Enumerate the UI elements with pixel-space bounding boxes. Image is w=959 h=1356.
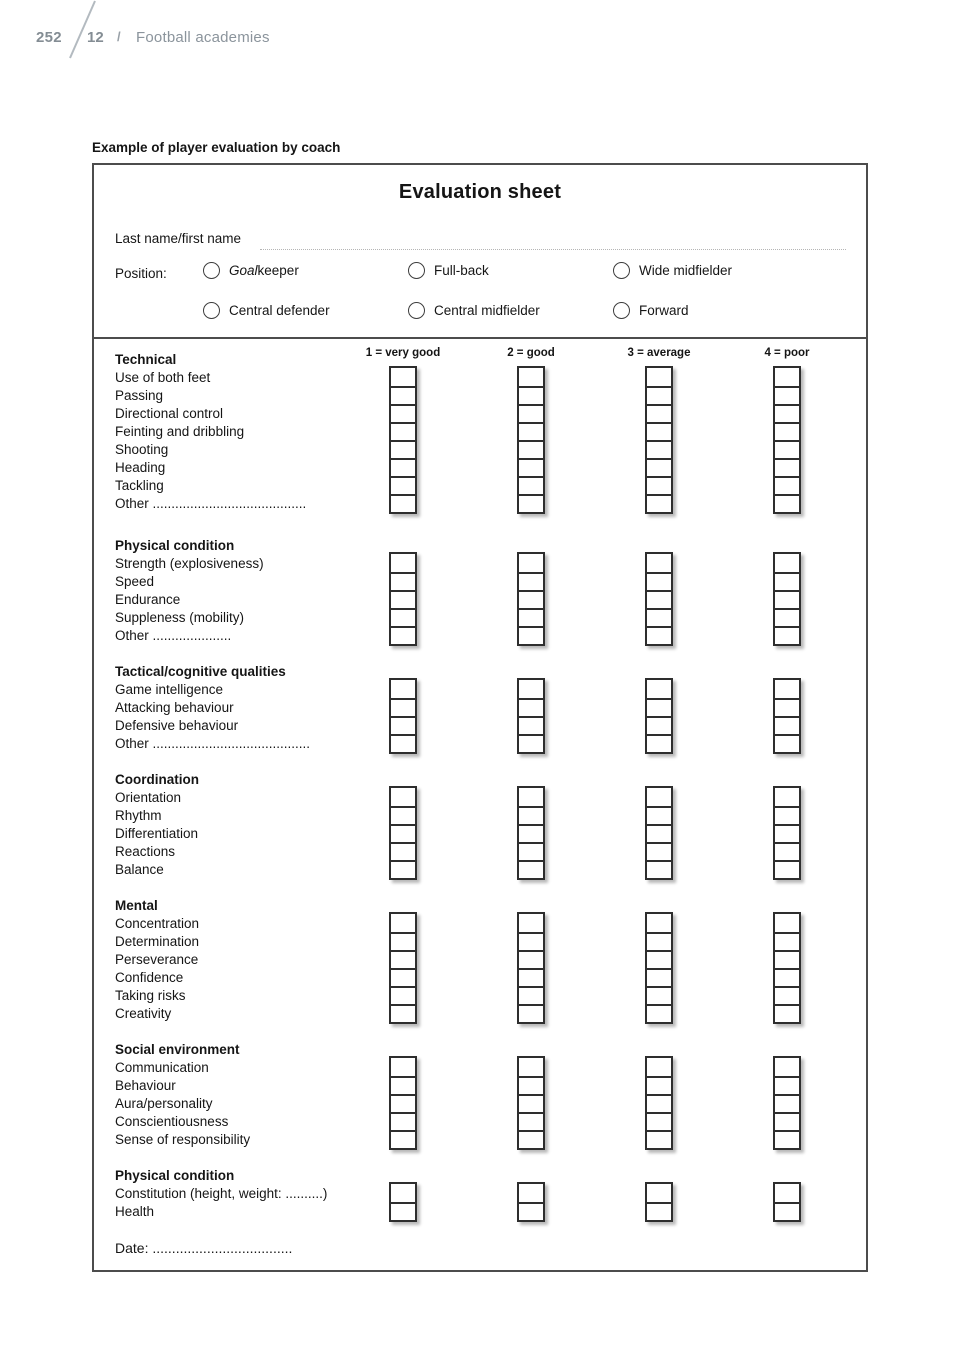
rating-checkbox-column [645, 1182, 673, 1222]
checkbox-cell[interactable] [519, 422, 543, 440]
criterion-label: Confidence [115, 970, 184, 985]
checkbox-cell[interactable] [775, 608, 799, 626]
checkbox-cell[interactable] [391, 554, 415, 572]
criterion-label: Speed [115, 574, 155, 589]
checkbox-cell[interactable] [391, 806, 415, 824]
criterion-label: Passing [115, 388, 164, 403]
checkbox-cell[interactable] [519, 1094, 543, 1112]
checkbox-cell[interactable] [647, 458, 671, 476]
section-title: Coordination [115, 772, 199, 787]
checkbox-cell[interactable] [775, 914, 799, 932]
radio-button-icon[interactable] [408, 262, 425, 279]
checkbox-cell[interactable] [775, 626, 799, 644]
checkbox-cell[interactable] [519, 824, 543, 842]
criterion-label: Attacking behaviour [115, 700, 234, 715]
checkbox-cell[interactable] [775, 422, 799, 440]
checkbox-cell[interactable] [647, 680, 671, 698]
checkbox-cell[interactable] [775, 572, 799, 590]
checkbox-cell[interactable] [775, 932, 799, 950]
checkbox-cell[interactable] [647, 806, 671, 824]
rating-scale-header: 2 = good [507, 347, 555, 359]
rating-checkbox-column [517, 678, 545, 754]
checkbox-cell[interactable] [647, 572, 671, 590]
checkbox-cell[interactable] [519, 1076, 543, 1094]
rating-checkbox-column [389, 552, 417, 646]
checkbox-cell[interactable] [775, 698, 799, 716]
checkbox-cell[interactable] [647, 932, 671, 950]
checkbox-cell[interactable] [647, 626, 671, 644]
checkbox-cell[interactable] [647, 404, 671, 422]
checkbox-cell[interactable] [647, 716, 671, 734]
criterion-label: Shooting [115, 442, 169, 457]
checkbox-cell[interactable] [519, 440, 543, 458]
checkbox-cell[interactable] [391, 1130, 415, 1148]
name-label: Last name/first name [115, 231, 242, 246]
checkbox-cell[interactable] [775, 1112, 799, 1130]
checkbox-cell[interactable] [647, 590, 671, 608]
section-title: Technical [115, 352, 177, 367]
checkbox-cell[interactable] [775, 1004, 799, 1022]
checkbox-cell[interactable] [391, 914, 415, 932]
checkbox-cell[interactable] [647, 968, 671, 986]
rating-checkbox-column [773, 912, 801, 1024]
checkbox-cell[interactable] [775, 950, 799, 968]
evaluation-section [94, 663, 866, 753]
criterion-label: Aura/personality [115, 1096, 213, 1111]
checkbox-cell[interactable] [391, 1094, 415, 1112]
checkbox-cell[interactable] [391, 1004, 415, 1022]
checkbox-cell[interactable] [775, 476, 799, 494]
checkbox-cell[interactable] [775, 554, 799, 572]
checkbox-cell[interactable] [391, 1184, 415, 1202]
checkbox-cell[interactable] [647, 788, 671, 806]
checkbox-cell[interactable] [775, 986, 799, 1004]
checkbox-cell[interactable] [647, 734, 671, 752]
position-option [613, 262, 732, 279]
criterion-label: Rhythm [115, 808, 162, 823]
checkbox-cell[interactable] [775, 680, 799, 698]
checkbox-cell[interactable] [391, 824, 415, 842]
checkbox-cell[interactable] [775, 824, 799, 842]
checkbox-cell[interactable] [519, 572, 543, 590]
checkbox-cell[interactable] [775, 1130, 799, 1148]
rating-checkbox-column [517, 1182, 545, 1222]
criterion-label: Determination [115, 934, 200, 949]
checkbox-cell[interactable] [391, 932, 415, 950]
checkbox-cell[interactable] [519, 1004, 543, 1022]
checkbox-cell[interactable] [391, 1112, 415, 1130]
checkbox-cell[interactable] [775, 1094, 799, 1112]
criterion-label: Defensive behaviour [115, 718, 239, 733]
rating-checkbox-column [645, 912, 673, 1024]
checkbox-cell[interactable] [391, 968, 415, 986]
checkbox-cell[interactable] [391, 422, 415, 440]
rating-checkbox-column [773, 786, 801, 880]
checkbox-cell[interactable] [647, 950, 671, 968]
rating-checkbox-column [645, 552, 673, 646]
rating-checkbox-column [389, 1056, 417, 1150]
checkbox-cell[interactable] [775, 590, 799, 608]
checkbox-cell[interactable] [775, 1058, 799, 1076]
checkbox-cell[interactable] [519, 476, 543, 494]
criterion-label: Communication [115, 1060, 209, 1075]
date-row [94, 1240, 866, 1256]
criterion-label: Behaviour [115, 1078, 176, 1093]
checkbox-cell[interactable] [391, 680, 415, 698]
page-number: 252 [36, 29, 62, 46]
radio-button-icon[interactable] [408, 302, 425, 319]
criterion-label: Conscientiousness [115, 1114, 229, 1129]
checkbox-cell[interactable] [519, 716, 543, 734]
checkbox-cell[interactable] [519, 1202, 543, 1220]
rating-checkbox-column [645, 678, 673, 754]
checkbox-cell[interactable] [775, 494, 799, 512]
slash-separator: / [117, 29, 121, 44]
checkbox-cell[interactable] [647, 1094, 671, 1112]
caption: Example of player evaluation by coach [92, 140, 341, 155]
checkbox-cell[interactable] [775, 1202, 799, 1220]
checkbox-cell[interactable] [391, 476, 415, 494]
criterion-label: Differentiation [115, 826, 199, 841]
checkbox-cell[interactable] [519, 986, 543, 1004]
section-title: Physical condition [115, 538, 235, 553]
chapter-number: 12 [87, 29, 104, 46]
rating-checkbox-column [389, 366, 417, 514]
checkbox-cell[interactable] [519, 680, 543, 698]
chapter-title: Football academies [136, 29, 270, 46]
checkbox-cell[interactable] [391, 386, 415, 404]
position-option [408, 302, 540, 319]
criterion-label: Use of both feet [115, 370, 211, 385]
checkbox-cell[interactable] [391, 860, 415, 878]
checkbox-cell[interactable] [647, 440, 671, 458]
checkbox-cell[interactable] [391, 368, 415, 386]
checkbox-cell[interactable] [519, 494, 543, 512]
checkbox-cell[interactable] [391, 788, 415, 806]
checkbox-cell[interactable] [391, 734, 415, 752]
position-option-label: Goalkeeper [229, 263, 299, 278]
checkbox-cell[interactable] [391, 842, 415, 860]
section-title: Mental [115, 898, 158, 913]
criterion-label: Endurance [115, 592, 181, 607]
radio-button-icon[interactable] [203, 302, 220, 319]
rating-checkbox-column [389, 1182, 417, 1222]
position-option [408, 262, 489, 279]
checkbox-cell[interactable] [647, 698, 671, 716]
checkbox-cell[interactable] [519, 788, 543, 806]
checkbox-cell[interactable] [775, 842, 799, 860]
checkbox-cell[interactable] [391, 1202, 415, 1220]
criterion-label: Creativity [115, 1006, 172, 1021]
checkbox-cell[interactable] [775, 368, 799, 386]
checkbox-cell[interactable] [647, 476, 671, 494]
checkbox-cell[interactable] [775, 734, 799, 752]
checkbox-cell[interactable] [647, 368, 671, 386]
rating-checkbox-column [389, 678, 417, 754]
criterion-label: Directional control [115, 406, 224, 421]
checkbox-cell[interactable] [391, 494, 415, 512]
checkbox-cell[interactable] [519, 1112, 543, 1130]
criterion-label: Other ......................................... [115, 496, 307, 511]
checkbox-cell[interactable] [647, 1184, 671, 1202]
checkbox-cell[interactable] [391, 950, 415, 968]
checkbox-cell[interactable] [647, 914, 671, 932]
rating-checkbox-column [389, 786, 417, 880]
evaluation-section [94, 771, 866, 879]
rating-scale-header: 3 = average [627, 347, 691, 359]
radio-button-icon[interactable] [613, 302, 630, 319]
radio-button-icon[interactable] [203, 262, 220, 279]
checkbox-cell[interactable] [519, 458, 543, 476]
checkbox-cell[interactable] [647, 554, 671, 572]
checkbox-cell[interactable] [775, 1076, 799, 1094]
form-title: Evaluation sheet [398, 181, 562, 203]
checkbox-cell[interactable] [391, 404, 415, 422]
criterion-label: Other ..................... [115, 628, 232, 643]
checkbox-cell[interactable] [519, 860, 543, 878]
checkbox-cell[interactable] [391, 986, 415, 1004]
checkbox-cell[interactable] [647, 1004, 671, 1022]
evaluation-section [94, 1167, 866, 1221]
rating-checkbox-column [773, 366, 801, 514]
position-option-label: Central midfielder [434, 303, 540, 318]
checkbox-cell[interactable] [519, 806, 543, 824]
checkbox-cell[interactable] [775, 716, 799, 734]
checkbox-cell[interactable] [391, 626, 415, 644]
evaluation-section [94, 537, 866, 645]
checkbox-cell[interactable] [775, 458, 799, 476]
rating-checkbox-column [773, 1056, 801, 1150]
criterion-label: Suppleness (mobility) [115, 610, 245, 625]
position-option [203, 302, 330, 319]
checkbox-cell[interactable] [391, 572, 415, 590]
evaluation-section [94, 1041, 866, 1149]
criterion-label: Taking risks [115, 988, 186, 1003]
checkbox-cell[interactable] [647, 1202, 671, 1220]
checkbox-cell[interactable] [391, 1058, 415, 1076]
name-fill-line[interactable] [260, 227, 846, 250]
checkbox-cell[interactable] [647, 1058, 671, 1076]
rating-checkbox-column [773, 552, 801, 646]
section-title: Tactical/cognitive qualities [115, 664, 286, 679]
checkbox-cell[interactable] [519, 608, 543, 626]
rating-checkbox-column [517, 366, 545, 514]
checkbox-cell[interactable] [647, 1112, 671, 1130]
checkbox-cell[interactable] [519, 842, 543, 860]
rating-checkbox-column [517, 786, 545, 880]
criterion-label: Reactions [115, 844, 176, 859]
checkbox-cell[interactable] [775, 968, 799, 986]
criterion-label: Strength (explosiveness) [115, 556, 264, 571]
checkbox-cell[interactable] [647, 1130, 671, 1148]
checkbox-cell[interactable] [519, 626, 543, 644]
checkbox-cell[interactable] [647, 608, 671, 626]
checkbox-cell[interactable] [647, 986, 671, 1004]
checkbox-cell[interactable] [647, 1076, 671, 1094]
position-option-label: Forward [639, 303, 689, 318]
criterion-label: Heading [115, 460, 166, 475]
section-title: Social environment [115, 1042, 240, 1057]
checkbox-cell[interactable] [391, 590, 415, 608]
checkbox-cell[interactable] [519, 914, 543, 932]
rating-checkbox-column [645, 1056, 673, 1150]
radio-button-icon[interactable] [613, 262, 630, 279]
rating-checkbox-column [645, 366, 673, 514]
checkbox-cell[interactable] [775, 806, 799, 824]
criterion-label: Other .......................................... [115, 736, 311, 751]
rating-checkbox-column [517, 912, 545, 1024]
checkbox-cell[interactable] [391, 698, 415, 716]
checkbox-cell[interactable] [519, 698, 543, 716]
position-option [203, 262, 299, 279]
checkbox-cell[interactable] [775, 404, 799, 422]
checkbox-cell[interactable] [391, 716, 415, 734]
criterion-label: Tackling [115, 478, 164, 493]
checkbox-cell[interactable] [391, 1076, 415, 1094]
date-fill-line[interactable]: .................................... [152, 1240, 293, 1256]
rating-checkbox-column [645, 786, 673, 880]
position-option-label: Central defender [229, 303, 330, 318]
criterion-label: Health [115, 1204, 155, 1219]
checkbox-cell[interactable] [775, 860, 799, 878]
checkbox-cell[interactable] [391, 608, 415, 626]
section-divider [92, 337, 868, 339]
checkbox-cell[interactable] [519, 368, 543, 386]
checkbox-cell[interactable] [391, 440, 415, 458]
position-label: Position: [115, 266, 167, 281]
checkbox-cell[interactable] [775, 1184, 799, 1202]
checkbox-cell[interactable] [519, 590, 543, 608]
rating-checkbox-column [517, 552, 545, 646]
date-label: Date: [115, 1240, 149, 1256]
criterion-label: Balance [115, 862, 164, 877]
checkbox-cell[interactable] [647, 422, 671, 440]
criterion-label: Orientation [115, 790, 182, 805]
checkbox-cell[interactable] [647, 494, 671, 512]
evaluation-form [92, 163, 868, 1272]
rating-checkbox-column [389, 912, 417, 1024]
checkbox-cell[interactable] [519, 1184, 543, 1202]
rating-scale-header: 4 = poor [764, 347, 810, 359]
checkbox-cell[interactable] [519, 932, 543, 950]
rating-scale-header: 1 = very good [365, 347, 441, 359]
checkbox-cell[interactable] [647, 842, 671, 860]
checkbox-cell[interactable] [775, 788, 799, 806]
checkbox-cell[interactable] [519, 386, 543, 404]
checkbox-cell[interactable] [519, 968, 543, 986]
criterion-label: Feinting and dribbling [115, 424, 245, 439]
checkbox-cell[interactable] [775, 386, 799, 404]
checkbox-cell[interactable] [647, 860, 671, 878]
criterion-label: Sense of responsibility [115, 1132, 251, 1147]
checkbox-cell[interactable] [519, 1058, 543, 1076]
checkbox-cell[interactable] [647, 824, 671, 842]
evaluation-section [94, 897, 866, 1023]
criterion-label: Constitution (height, weight: ..........) [115, 1186, 328, 1201]
section-title: Physical condition [115, 1168, 235, 1183]
criterion-label: Concentration [115, 916, 200, 931]
checkbox-cell[interactable] [519, 554, 543, 572]
checkbox-cell[interactable] [519, 404, 543, 422]
criterion-label: Game intelligence [115, 682, 224, 697]
criterion-label: Perseverance [115, 952, 199, 967]
checkbox-cell[interactable] [519, 1130, 543, 1148]
rating-checkbox-column [517, 1056, 545, 1150]
position-option [613, 302, 689, 319]
checkbox-cell[interactable] [519, 734, 543, 752]
rating-checkbox-column [773, 678, 801, 754]
position-option-label: Full-back [434, 263, 489, 278]
position-option-label: Wide midfielder [639, 263, 733, 278]
checkbox-cell[interactable] [647, 386, 671, 404]
evaluation-section [94, 351, 866, 513]
checkbox-cell[interactable] [391, 458, 415, 476]
rating-checkbox-column [773, 1182, 801, 1222]
checkbox-cell[interactable] [519, 950, 543, 968]
checkbox-cell[interactable] [775, 440, 799, 458]
